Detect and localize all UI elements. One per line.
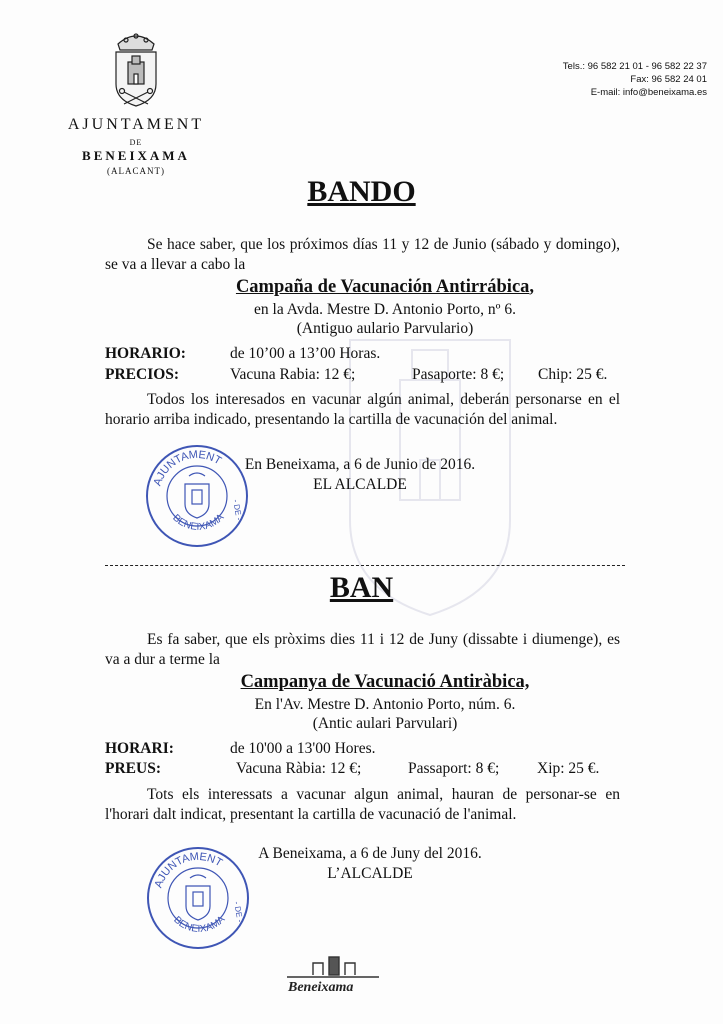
org-province: (ALACANT): [107, 166, 165, 176]
ban-prices-label: PREUS:: [105, 760, 161, 777]
bando-intro: Se hace saber, que los próximos días 11 y 12 de Junio (sábado y domingo), se va a llevar a cabo la: [105, 236, 620, 273]
stamp-bottom-text: BENEIXAMA: [171, 913, 228, 935]
ban-location-note: (Antic aulari Parvulari): [312, 715, 458, 732]
email-line: E-mail: info@beneixama.es: [590, 87, 707, 98]
org-town: BENEIXAMA: [82, 148, 190, 163]
footer-logo-text: Beneixama: [288, 980, 354, 995]
ban-schedule-value: de 10'00 a 13'00 Hores.: [230, 740, 376, 757]
ban-signature: L’ALCALDE: [327, 865, 413, 882]
bando-prices-label: PRECIOS:: [105, 366, 180, 383]
municipal-stamp-1: [145, 444, 249, 548]
municipal-crest: [108, 30, 164, 114]
bando-price-passport: Pasaporte: 8 €;: [412, 366, 505, 383]
stamp-top-text: AJUNTAMENT: [151, 448, 224, 488]
bando-body: Todos los interesados en vacunar algún animal, deberán personarse en el horario arriba indicado, presentando la cartilla de vacunación del animal.: [105, 391, 620, 428]
fax-line: Fax: 96 582 24 01: [630, 74, 707, 85]
bando-price-rabies: Vacuna Rabia: 12 €;: [230, 366, 356, 383]
bando-title: BANDO: [307, 175, 416, 208]
bando-campaign-title: Campaña de Vacunación Antirrábica: [235, 277, 530, 297]
bando-location: en la Avda. Mestre D. Antonio Porto, nº 6.: [254, 301, 516, 318]
phone-line: Tels.: 96 582 21 01 - 96 582 22 37: [562, 61, 707, 72]
ban-price-rabies: Vacuna Ràbia: 12 €;: [236, 760, 362, 777]
ban-schedule-label: HORARI:: [105, 740, 174, 757]
ban-intro: Es fa saber, que els pròxims dies 11 i 12 de Juny (dissabte i diumenge), es va a dur a terme la: [105, 631, 620, 668]
ban-date-line: A Beneixama, a 6 de Juny del 2016.: [258, 845, 482, 862]
svg-text:BENEIXAMA: [170, 512, 226, 533]
contact-block: [563, 60, 707, 99]
bando-date-line: En Beneixama, a 6 de Junio de 2016.: [244, 456, 476, 473]
ban-title: BAN: [329, 571, 394, 604]
bando-schedule-label: HORARIO:: [105, 345, 186, 362]
stamp-bottom-text: BENEIXAMA: [170, 511, 227, 533]
svg-text:BENEIXAMA: [171, 914, 227, 935]
bando-location-note: (Antiguo aulario Parvulario): [296, 320, 474, 337]
bando-schedule-value: de 10’00 a 13’00 Horas.: [230, 345, 381, 362]
ban-campaign-title: Campanya de Vacunació Antiràbica,: [240, 672, 530, 692]
section-divider: [105, 565, 625, 566]
stamp-top-text: AJUNTAMENT: [152, 850, 225, 890]
stamp-middle-text: - DE -: [232, 900, 245, 923]
org-name: AJUNTAMENT: [67, 116, 205, 133]
ban-price-passport: Passaport: 8 €;: [408, 760, 500, 777]
stamp-middle-text: - DE -: [231, 498, 244, 521]
org-de: DE: [129, 138, 143, 147]
ban-price-chip: Xip: 25 €.: [537, 760, 600, 777]
municipal-stamp-2: [146, 846, 250, 950]
bando-price-chip: Chip: 25 €.: [538, 366, 608, 383]
bando-signature: EL ALCALDE: [313, 476, 407, 493]
ban-body: Tots els interessats a vacunar algun animal, hauran de personar-se en l'horari dalt indicat, presentant la cartilla de vacunació de l'animal.: [105, 786, 620, 823]
ban-location: En l'Av. Mestre D. Antonio Porto, núm. 6.: [254, 696, 516, 713]
